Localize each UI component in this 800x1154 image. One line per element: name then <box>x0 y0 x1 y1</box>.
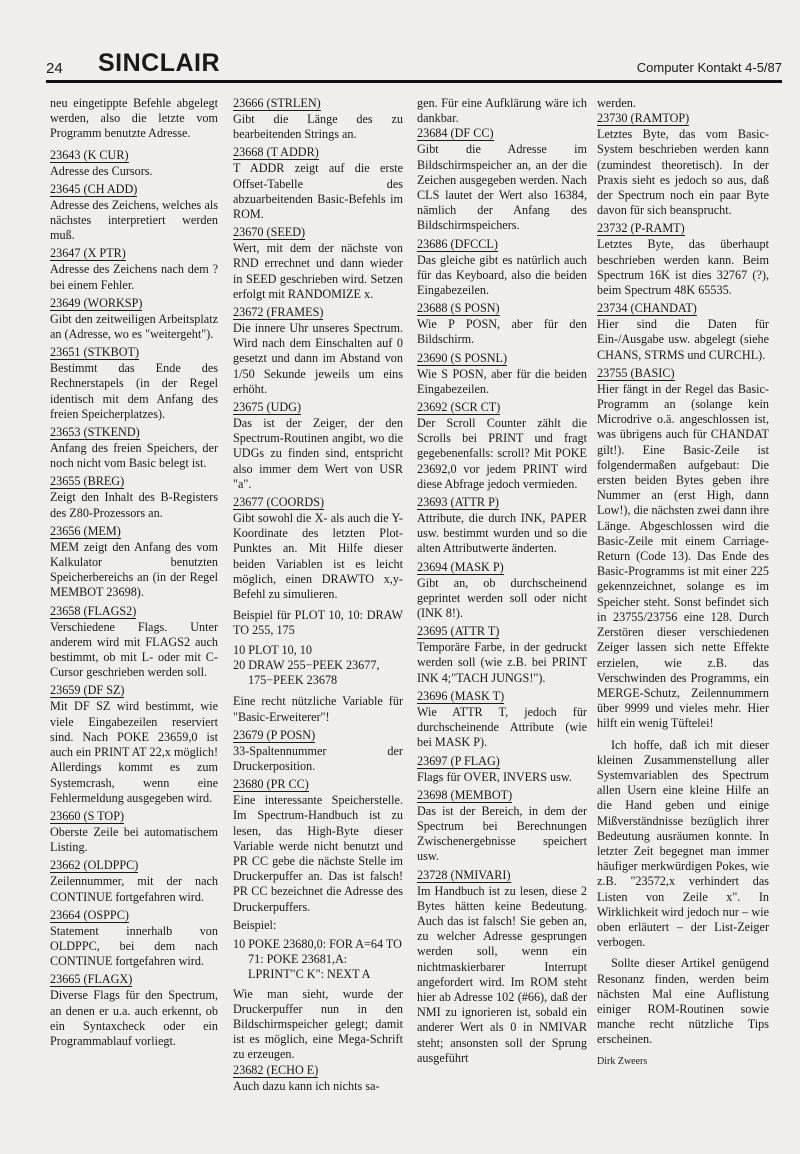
entry-text: Attribute, die durch INK, PAPER usw. bestimmt wurden und so die alten Attributwerte änderten. <box>417 511 587 556</box>
variable-entry <box>50 246 218 292</box>
entry-text: Das ist der Bereich, in dem der Spectrum bei Berechnungen Zwischenergebnisse speichert usw. <box>417 803 587 864</box>
entry-address: 23755 (BASIC) <box>597 365 675 380</box>
entry-text: Zeigt den Inhalt des B-Registers des Z80-Prozessors an. <box>50 490 218 520</box>
variable-entry <box>417 624 587 686</box>
entry-text: 33-Spaltennummer der Druckerposition. <box>233 743 403 773</box>
entry-address: 23698 (MEMBOT) <box>417 787 513 802</box>
variable-entry <box>417 495 587 557</box>
entry-address: 23672 (FRAMES) <box>233 305 324 320</box>
entry-address: 23643 (K CUR) <box>50 147 129 162</box>
entry-address: 23696 (MASK T) <box>417 688 505 703</box>
entry-address: 23697 (P FLAG) <box>417 753 500 768</box>
entry-text: Das gleiche gibt es natürlich auch für das Keyboard, also die beiden Eingabezeilen. <box>417 252 587 298</box>
entry-text: Adresse des Zeichens, welches als nächstes interpretiert werden muß. <box>50 197 218 243</box>
entry-address: 23662 (OLDPPC) <box>50 858 139 873</box>
variable-entry <box>233 777 403 915</box>
entry-text: MEM zeigt den Anfang des vom Kalkulator benutzten Speicherbereichs an (in der Regel MEMBOT 23698). <box>50 539 218 600</box>
entry-text: Statement innerhalb von OLDPPC, bei dem nach CONTINUE fortgefahren wird. <box>50 923 218 969</box>
variable-entry <box>50 809 218 855</box>
entry-text: Eine interessante Speicherstelle. Im Spectrum-Handbuch ist zu lesen, das High-Byte dieser Variable werde nicht benutzt und PR CC gebe die nächste Stelle im Druckerpuffer an. Das ist falsch! PR CC bezeichnet die Adresse des Druckerpuffers. <box>233 793 403 914</box>
entry-address: 23680 (PR CC) <box>233 777 309 792</box>
entry-text: Mit DF SZ wird bestimmt, wie viele Eingabezeilen reserviert sind. Nach POKE 23659,0 ist auch ein PRINT AT 22,x möglich! Allerdings kommt es zum Systemcrash, wenn eine Fehlermeldung ausgegeben wird. <box>50 699 218 805</box>
entry-text: Adresse des Zeichens nach dem ? bei einem Fehler. <box>50 262 218 292</box>
variable-entry <box>597 221 769 298</box>
variable-entry <box>50 524 218 601</box>
entry-text: Verschiedene Flags. Unter anderem wird mit FLAGS2 auch bestimmt, ob mit L- oder mit C-Cursor geschrieben werden soll. <box>50 619 218 680</box>
variable-entry <box>417 560 587 622</box>
variable-entry <box>417 689 587 751</box>
header-rule <box>46 80 782 83</box>
entry-address: 23668 (T ADDR) <box>233 145 319 160</box>
entry-echo-e <box>233 1063 403 1094</box>
variable-entry <box>50 296 218 342</box>
entry-address: 23692 (SCR CT) <box>417 400 501 415</box>
code-listing <box>233 643 403 689</box>
entry-text: Wie P POSN, aber für den Bildschirm. <box>417 317 587 347</box>
entry-text: Hier fängt in der Regel das Basic-Programm an (solange kein Microdrive o.ä. angeschlossen ist, was übrigens auch für CHANDAT gilt!). Eine Basic-Zeile ist folgendermaßen aufgebaut: Die ersten beiden Bytes geben ihre Nummer an (erst High, dann Low!), die nächsten zwei dann ihre Länge. Abgeschlossen wird die Basic-Zeile mit einem Carriage-Return (Code 13). Das Ende des Basic-Programms ist mit einer 225 gekennzeichnet, solange es im Speicher steht. Sonst befindet sich in 23755/23756 eine 128. Durch Zerstören dieser verschiedenen Zeiger lassen sich nette Effekte erzielen, wie z.B. das Verschwinden des Programms, ein MERGE-Schutz, Zeilennummern über 9999 und vieles mehr. Hier hilft ein wenig Tüftelei! <box>597 381 769 731</box>
variable-entry <box>597 111 769 218</box>
entry-address: 23695 (ATTR T) <box>417 624 500 639</box>
code-line: 10 POKE 23680,0: FOR A=64 TO 71: POKE 23681,A: LPRINT"C K": NEXT A <box>233 936 402 982</box>
code-line: 20 DRAW 255−PEEK 23677, 175−PEEK 23678 <box>233 657 380 688</box>
entry-address: 23656 (MEM) <box>50 523 121 538</box>
entry-address: 23660 (S TOP) <box>50 808 125 823</box>
entry-text: Wie ATTR T, jedoch für durchscheinende Attribute (wie bei MASK P). <box>417 704 587 750</box>
entry-text: Adresse des Cursors. <box>50 163 153 178</box>
page-number: 24 <box>46 60 63 77</box>
variable-entry <box>233 495 403 602</box>
column-1-intro: neu eingetippte Befehle abgelegt werden, also die letzte vom Programm benutzte Adresse. <box>50 96 218 141</box>
entry-address: 23675 (UDG) <box>233 400 302 415</box>
entry-text: Flags für OVER, INVERS usw. <box>417 769 572 784</box>
entry-text: Anfang des freien Speichers, der noch nicht vom Basic belegt ist. <box>50 441 218 471</box>
magazine-issue: Computer Kontakt 4-5/87 <box>636 60 782 75</box>
entry-address: 23694 (MASK P) <box>417 559 504 574</box>
entry-address: 23690 (S POSNL) <box>417 350 508 365</box>
column-4-intro: werden. <box>597 96 636 110</box>
variable-entry <box>417 126 587 233</box>
entry-address: 23665 (FLAGX) <box>50 972 133 987</box>
entry-address: 23728 (NMIVARI) <box>417 867 511 882</box>
variable-entry <box>597 301 769 363</box>
entry-address: 23684 (DF CC) <box>417 126 494 141</box>
magazine-section-title: SINCLAIR <box>98 49 221 77</box>
entry-text: Gibt den zeitweiligen Arbeitsplatz an (Adresse, wo es "weitergeht"). <box>50 311 218 342</box>
entry-text: T ADDR zeigt auf die erste Offset-Tabelle des abzuarbeitenden Basic-Befehls im ROM. <box>233 161 403 222</box>
entry-address: 23653 (STKEND) <box>50 425 140 440</box>
variable-entry <box>233 728 403 774</box>
variable-entry <box>417 351 587 397</box>
closing-paragraph-2: Sollte dieser Artikel genügend Resonanz finden, werden beim nächsten Mal eine Auflistung einiger ROM-Routinen sowie manche recht nützliche Tips erscheinen. <box>597 956 769 1047</box>
column-3-intro: gen. Für eine Aufklärung wäre ich dankbar. <box>417 96 587 126</box>
code-line: 10 PLOT 10, 10 <box>233 642 312 657</box>
variable-entry <box>50 474 218 520</box>
variable-entry <box>50 182 218 244</box>
entry-text: Bestimmt das Ende des Rechnerstapels (in der Regel identisch mit dem Anfang des freien Speicherplatzes). <box>50 361 218 421</box>
entry-address: 23688 (S POSN) <box>417 301 500 316</box>
entry-address: 23651 (STKBOT) <box>50 345 140 360</box>
entry-text: Auch dazu kann ich nichts sa- <box>233 1078 380 1093</box>
variable-entry <box>417 754 587 785</box>
entry-address: 23659 (DF SZ) <box>50 683 125 698</box>
entry-address: 23649 (WORKSP) <box>50 295 143 310</box>
variable-entry <box>417 868 587 1066</box>
variable-entry <box>50 425 218 471</box>
variable-entry <box>233 96 403 142</box>
variable-entry <box>50 972 218 1049</box>
entry-address: 23664 (OSPPC) <box>50 907 129 922</box>
entry-address: 23730 (RAMTOP) <box>597 111 690 126</box>
entry-text: Gibt an, ob durchscheinend geprintet werden soll oder nicht (INK 8!). <box>417 575 587 621</box>
entry-address: 23734 (CHANDAT) <box>597 301 697 316</box>
entry-text: Zeilennummer, mit der nach CONTINUE fortgefahren wird. <box>50 874 218 904</box>
variable-entry <box>233 305 403 397</box>
entry-address: 23666 (STRLEN) <box>233 96 321 110</box>
column-2 <box>233 96 403 1136</box>
entry-text: Gibt die Adresse im Bildschirmspeicher an, an der die Zeichen ausgegeben werden. Nach CLS lautet der Wert also 16384, nämlich der Anfang des Bildschirmspeichers. <box>417 142 587 233</box>
entry-address: 23732 (P-RAMT) <box>597 221 685 236</box>
variable-entry <box>50 345 218 422</box>
variable-entry <box>417 301 587 347</box>
entry-text: Das ist der Zeiger, der den Spectrum-Routinen angibt, wo die UDGs zu finden sind, entspricht also immer dem Wert von USR "a". <box>233 416 403 491</box>
entry-address: 23679 (P POSN) <box>233 727 316 742</box>
entry-address: 23686 (DFCCL) <box>417 236 498 251</box>
entry-text: Gibt die Länge des zu bearbeitenden Strings an. <box>233 112 403 142</box>
example2-label: Beispiel: <box>233 917 277 932</box>
entry-address: 23658 (FLAGS2) <box>50 603 137 618</box>
variable-entry <box>50 683 218 805</box>
variable-entry <box>50 908 218 970</box>
entry-text: Wert, mit dem der nächste von RND errechnet und dann wieder in SEED geschrieben wird. Setzen erfolgt mit RANDOMIZE x. <box>233 241 403 301</box>
entry-text: Letztes Byte, das vom Basic-System beschrieben werden kann (zumindest theoretisch). In der Praxis sieht es jedoch so aus, daß der Spectrum noch ein paar Byte davon für sich beansprucht. <box>597 127 769 218</box>
example-outro: Eine recht nützliche Variable für "Basic-Erweiterer"! <box>233 694 403 724</box>
entry-text: Letztes Byte, das überhaupt beschrieben werden kann. Beim Spectrum 16K ist dies 32767 (?), beim Spectrum 48K 65535. <box>597 237 769 298</box>
entry-text: Oberste Zeile bei automatischem Listing. <box>50 824 218 855</box>
entry-text: Die innere Uhr unseres Spectrum. Wird nach dem Einschalten auf 0 gesetzt und dann im Abstand von 1/50 Sekunde jeweils um eins erhöht. <box>233 321 403 396</box>
variable-entry <box>50 148 218 179</box>
code-listing-2 <box>233 937 403 983</box>
entry-address: 23655 (BREG) <box>50 474 125 489</box>
column-3 <box>417 96 587 1136</box>
variable-entry <box>417 237 587 299</box>
example2-outro: Wie man sieht, wurde der Druckerpuffer nun in den Bildschirmspeicher gelegt; damit ist es möglich, eine Mega-Schrift zu erzeugen. <box>233 986 403 1062</box>
closing-paragraph-1: Ich hoffe, daß ich mit dieser kleinen Zusammenstellung aller Systemvariablen des Spectrum allen Usern eine kleine Hilfe an die Hand geben und einige Mißverständnisse bezüglich ihrer Bedeutung ausräumen konnte. In letzter Zeit begegnet man immer häufiger merkwürdigen Pokes, wie z.B. "23572,x verhindert das Listen von Zeile x". In Wirklichkeit wird jedoch nur – wie oben erläutert – der List-Zeiger verbogen. <box>597 737 769 950</box>
entry-address: 23693 (ATTR P) <box>417 495 499 510</box>
variable-entry <box>233 225 403 302</box>
column-4 <box>597 96 769 1136</box>
variable-entry <box>50 858 218 904</box>
entry-text: Gibt sowohl die X- als auch die Y-Koordinate des letzten Plot-Punktes an. Mit Hilfe dieser beiden Variablen ist es leicht möglich, einen DRAWTO x,y-Befehl zu simulieren. <box>233 511 403 602</box>
entry-address: 23682 (ECHO E) <box>233 1062 319 1077</box>
entry-text: Im Handbuch ist zu lesen, diese 2 Bytes hätten keine Bedeutung. Auch das ist falsch! Sie geben an, zu welcher Adresse gesprungen werden soll, wenn ein nichtmaskierbarer Interrupt angefordert wird. Im ROM steht hier ab Adresse 102 (#66), daß der NMI zu ignorieren ist, sobald ein anderer Wert als 0 in NMIVAR steht; ansonsten soll der Sprung ausgeführt <box>417 883 587 1065</box>
entry-address: 23645 (CH ADD) <box>50 181 138 196</box>
entry-text: Hier sind die Daten für Ein-/Ausgabe usw. abgelegt (siehe CHANS, STRMS und CURCHL). <box>597 317 769 362</box>
column-1 <box>50 96 218 1136</box>
example-intro: Beispiel für PLOT 10, 10: DRAW TO 255, 175 <box>233 608 403 638</box>
variable-entry <box>50 604 218 681</box>
entry-address: 23677 (COORDS) <box>233 495 325 510</box>
entry-text: Der Scroll Counter zählt die Scrolls bei PRINT und fragt gegebenenfalls: scroll? Mit POKE 23692,0 vor jedem PRINT wird diese Abfrage jedoch vermieden. <box>417 416 587 491</box>
entry-text: Diverse Flags für den Spectrum, an denen er u.a. auch erkennt, ob ein Syntaxcheck oder ein Programmablauf vorliegt. <box>50 988 218 1048</box>
variable-entry <box>233 400 403 492</box>
entry-address: 23647 (X PTR) <box>50 246 126 261</box>
variable-entry <box>233 145 403 222</box>
page-header <box>46 50 782 78</box>
author-signature: Dirk Zweers <box>597 1055 648 1067</box>
entry-text: Wie S POSN, aber für die beiden Eingabezeilen. <box>417 366 587 396</box>
variable-entry <box>417 400 587 492</box>
variable-entry <box>417 788 587 865</box>
entry-text: Temporäre Farbe, in der gedruckt werden soll (wie z.B. bei PRINT INK 4;"TACH JUNGS!"). <box>417 640 587 685</box>
variable-entry <box>597 366 769 732</box>
entry-address: 23670 (SEED) <box>233 225 306 240</box>
